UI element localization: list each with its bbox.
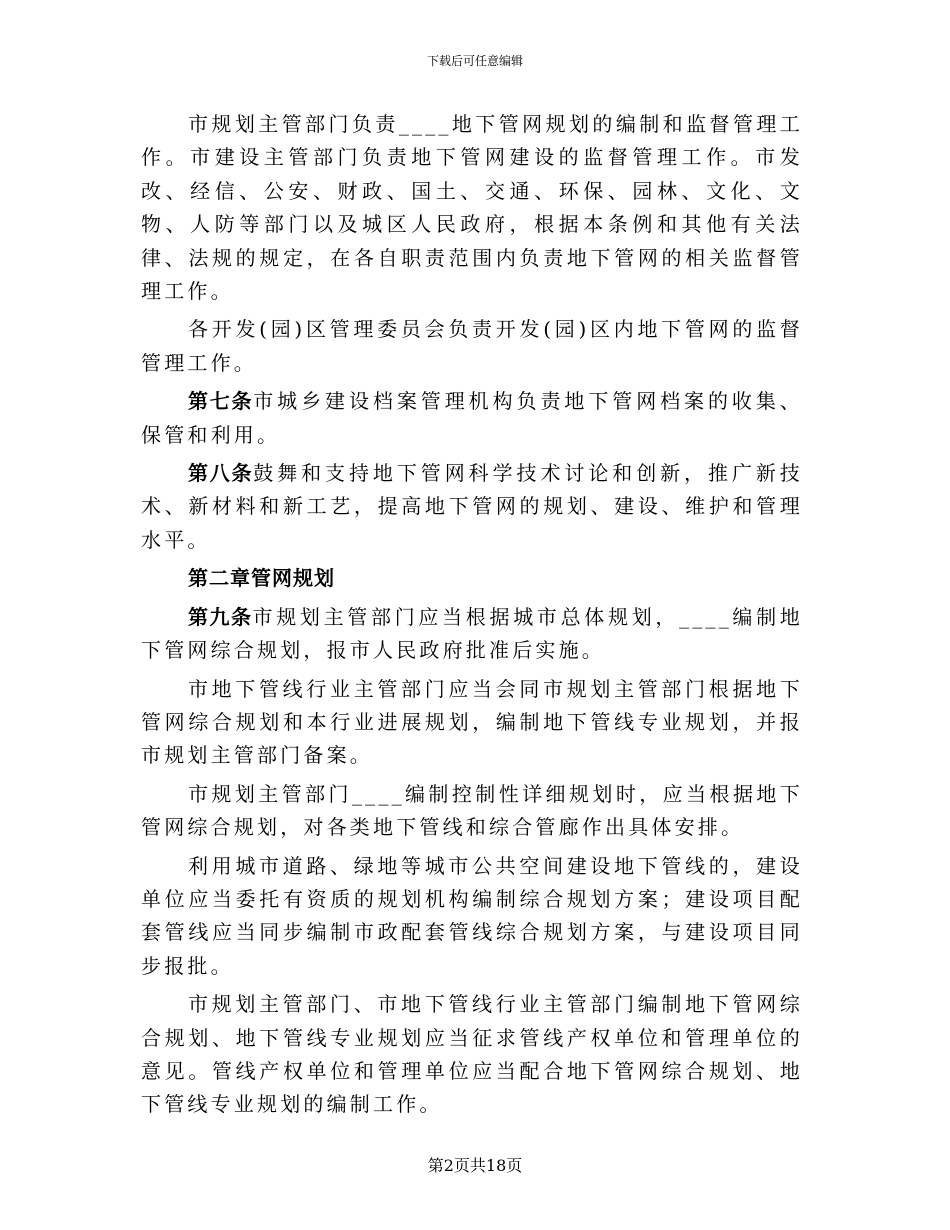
paragraph-text: 市规划主管部门负责____地下管网规划的编制和监督管理工作。市建设主管部门负责地下管网建设的监督管理工作。市发改、经信、公安、财政、国土、交通、环保、园林、文化、文物、人防等部门以及城区人民政府，根据本条例和其他有关法律、法规的规定，在各自职责范围内负责地下管网的相关监督管理工作。 [141, 112, 803, 304]
article-number: 第八条 [188, 461, 254, 486]
chapter-heading: 第二章管网规划 [188, 566, 335, 591]
paragraph [141, 108, 803, 308]
document-body [141, 108, 803, 1127]
article-paragraph [141, 385, 803, 452]
paragraph-text: 鼓舞和支持地下管网科学技术讨论和创新，推广新技术、新材料和新工艺，提高地下管网的规划、建设、维护和管理水平。 [141, 461, 804, 552]
paragraph-text: 利用城市道路、绿地等城市公共空间建设地下管线的，建设单位应当委托有资质的规划机构编制综合规划方案；建设项目配套管线应当同步编制市政配套管线综合规划方案，与建设项目同步报批。 [141, 853, 803, 978]
page-header: 下载后可任意编辑 [426, 54, 523, 68]
paragraph [141, 850, 803, 984]
paragraph-text: 各开发(园)区管理委员会负责开发(园)区内地下管网的监督管理工作。 [141, 317, 803, 375]
paragraph-text: 市规划主管部门应当根据城市总体规划，____编制地下管网综合规划，报市人民政府批准后实施。 [141, 604, 803, 663]
page-footer: 第2页共18页 [427, 1156, 523, 1175]
paragraph-text: 市规划主管部门____编制控制性详细规划时，应当根据地下管网综合规划，对各类地下管线和综合管廊作出具体安排。 [141, 781, 803, 840]
paragraph [141, 988, 803, 1122]
article-number: 第九条 [188, 604, 253, 629]
paragraph-text: 市地下管线行业主管部门应当会同市规划主管部门根据地下管网综合规划和本行业进展规划，编制地下管线专业规划，并报市规划主管部门备案。 [141, 676, 803, 768]
article-number: 第七条 [188, 389, 254, 414]
paragraph [141, 673, 803, 773]
paragraph-text: 市城乡建设档案管理机构负责地下管网档案的收集、保管和利用。 [141, 389, 804, 447]
paragraph [141, 313, 803, 380]
article-paragraph [141, 457, 803, 557]
paragraph-text: 市规划主管部门、市地下管线行业主管部门编制地下管网综合规划、地下管线专业规划应当征求管线产权单位和管理单位的意见。管线产权单位和管理单位应当配合地下管网综合规划、地下管线专业规划的编制工作。 [141, 992, 803, 1117]
article-paragraph [141, 601, 803, 668]
paragraph [141, 778, 803, 845]
